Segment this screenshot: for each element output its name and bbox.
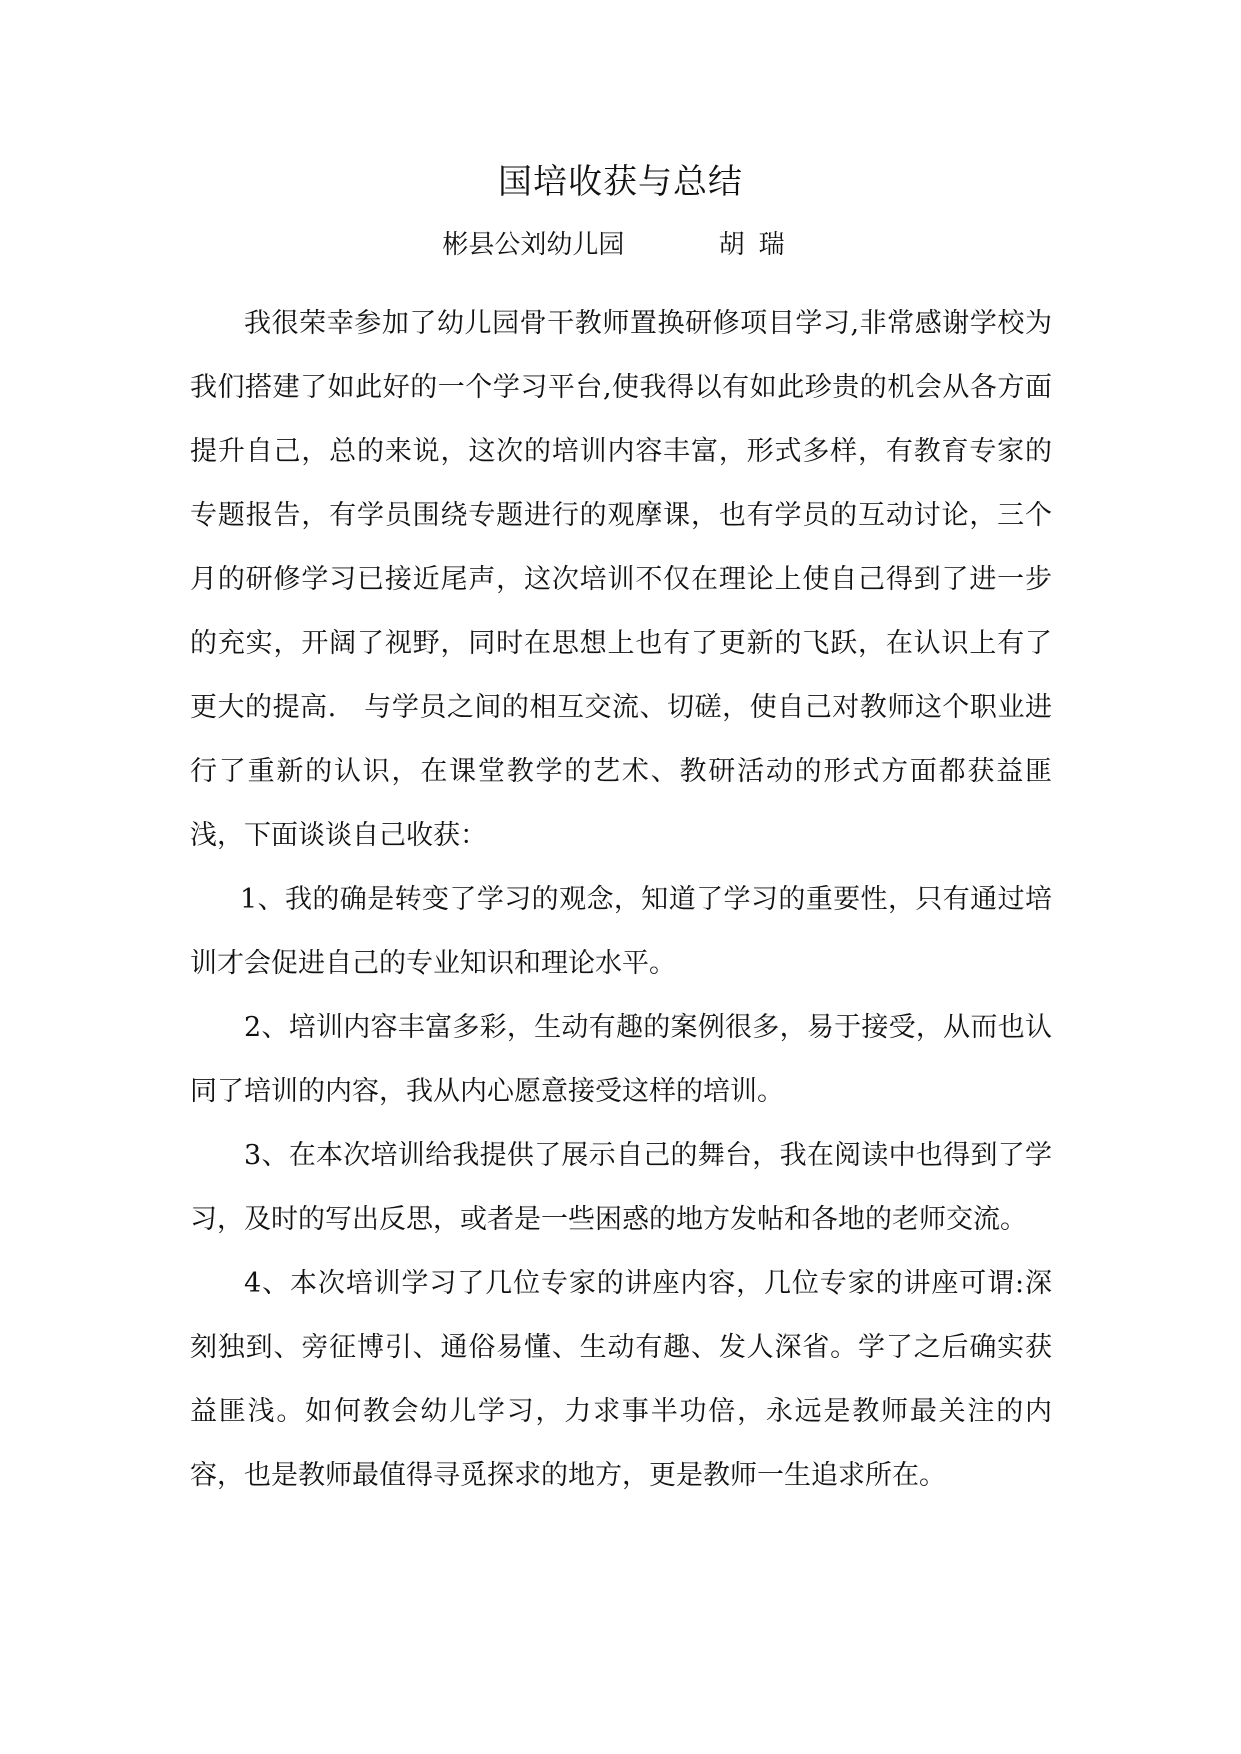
paragraph-point-1: 1、我的确是转变了学习的观念，知道了学习的重要性，只有通过培训才会促进自己的专业知识和理论水平。 [190, 884, 1052, 979]
paragraph-point-2: 2、培训内容丰富多彩，生动有趣的案例很多，易于接受，从而也认同了培训的内容，我从内心愿意接受这样的培训。 [190, 1012, 1052, 1107]
paragraph-intro: 我很荣幸参加了幼儿园骨干教师置换研修项目学习,非常感谢学校为我们搭建了如此好的一个学习平台,使我得以有如此珍贵的机会从各方面提升自己，总的来说，这次的培训内容丰富，形式多样，有教育专家的专题报告，有学员围绕专题进行的观摩课，也有学员的互动讨论，三个月的研修学习已接近尾声，这次培训不仅在理论上使自己得到了进一步的充实，开阔了视野，同时在思想上也有了更新的飞跃，在认识上有了更大的提高. 与学员之间的相互交流、切磋，使自己对教师这个职业进行了重新的认识，在课堂教学的艺术、教研活动的形式方面都获益匪浅，下面谈谈自己收获： [190, 308, 1052, 851]
author-name: 胡瑞 [718, 230, 799, 260]
paragraph-point-4: 4、本次培训学习了几位专家的讲座内容，几位专家的讲座可谓:深刻独到、旁征博引、通俗易懂、生动有趣、发人深省。学了之后确实获益匪浅。如何教会幼儿学习，力求事半功倍，永远是教师最关注的内容，也是教师最值得寻觅探求的地方，更是教师一生追求所在。 [190, 1268, 1052, 1491]
document-body [190, 292, 1052, 1508]
school-name: 彬县公刘幼儿园 [442, 230, 625, 260]
document-title: 国培收获与总结 [498, 162, 743, 202]
paragraph-point-3: 3、在本次培训给我提供了展示自己的舞台，我在阅读中也得到了学习，及时的写出反思，或者是一些困惑的地方发帖和各地的老师交流。 [190, 1140, 1052, 1235]
byline [0, 225, 1241, 265]
